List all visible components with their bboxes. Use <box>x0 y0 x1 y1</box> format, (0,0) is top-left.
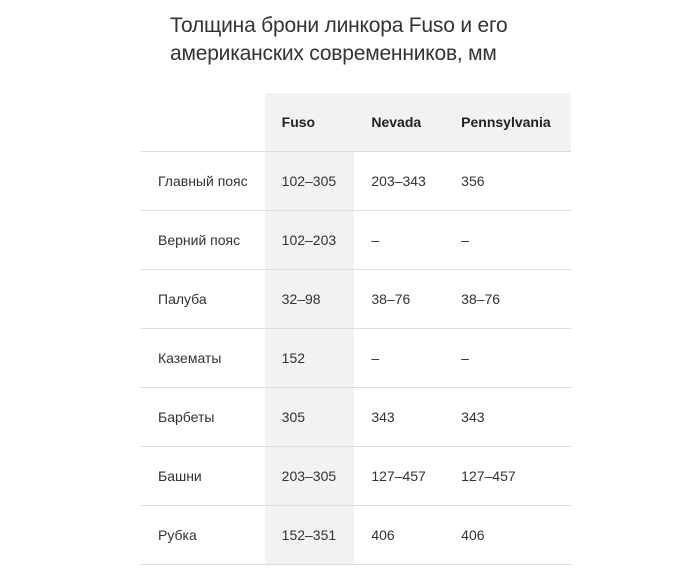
row-label: Башни <box>141 447 265 506</box>
cell-nevada: 38–76 <box>354 270 444 329</box>
table-title-line-2: американских современников, мм <box>170 42 497 65</box>
header-cell-fuso: Fuso <box>265 93 355 152</box>
cell-nevada: 343 <box>354 388 444 447</box>
cell-fuso: 305 <box>265 388 355 447</box>
table-row <box>141 506 571 565</box>
cell-nevada: – <box>354 329 444 388</box>
row-label: Казематы <box>141 329 265 388</box>
cell-fuso: 32–98 <box>265 270 355 329</box>
row-label: Рубка <box>141 506 265 565</box>
table-row <box>141 329 571 388</box>
row-label: Палуба <box>141 270 265 329</box>
cell-nevada: 406 <box>354 506 444 565</box>
table-row <box>141 388 571 447</box>
table-body <box>141 152 571 565</box>
cell-pennsylvania: 38–76 <box>444 270 571 329</box>
table-title-line-1: Толщина брони линкора Fuso и его <box>170 14 508 37</box>
cell-pennsylvania: 356 <box>444 152 571 211</box>
table-header <box>141 93 571 152</box>
cell-fuso: 102–203 <box>265 211 355 270</box>
cell-fuso: 102–305 <box>265 152 355 211</box>
cell-nevada: – <box>354 211 444 270</box>
cell-pennsylvania: 406 <box>444 506 571 565</box>
cell-pennsylvania: 343 <box>444 388 571 447</box>
table-title <box>170 12 590 68</box>
row-label: Барбеты <box>141 388 265 447</box>
header-cell-pennsylvania: Pennsylvania <box>444 93 571 152</box>
cell-nevada: 203–343 <box>354 152 444 211</box>
table-row <box>141 270 571 329</box>
armor-table <box>141 93 571 565</box>
cell-fuso: 203–305 <box>265 447 355 506</box>
table-row <box>141 152 571 211</box>
row-label: Главный пояс <box>141 152 265 211</box>
cell-nevada: 127–457 <box>354 447 444 506</box>
cell-pennsylvania: – <box>444 329 571 388</box>
header-cell-nevada: Nevada <box>354 93 444 152</box>
header-row <box>141 93 571 152</box>
cell-fuso: 152 <box>265 329 355 388</box>
cell-fuso: 152–351 <box>265 506 355 565</box>
table-row <box>141 447 571 506</box>
table-row <box>141 211 571 270</box>
cell-pennsylvania: 127–457 <box>444 447 571 506</box>
row-label: Верний пояс <box>141 211 265 270</box>
header-cell-empty <box>141 93 265 152</box>
cell-pennsylvania: – <box>444 211 571 270</box>
